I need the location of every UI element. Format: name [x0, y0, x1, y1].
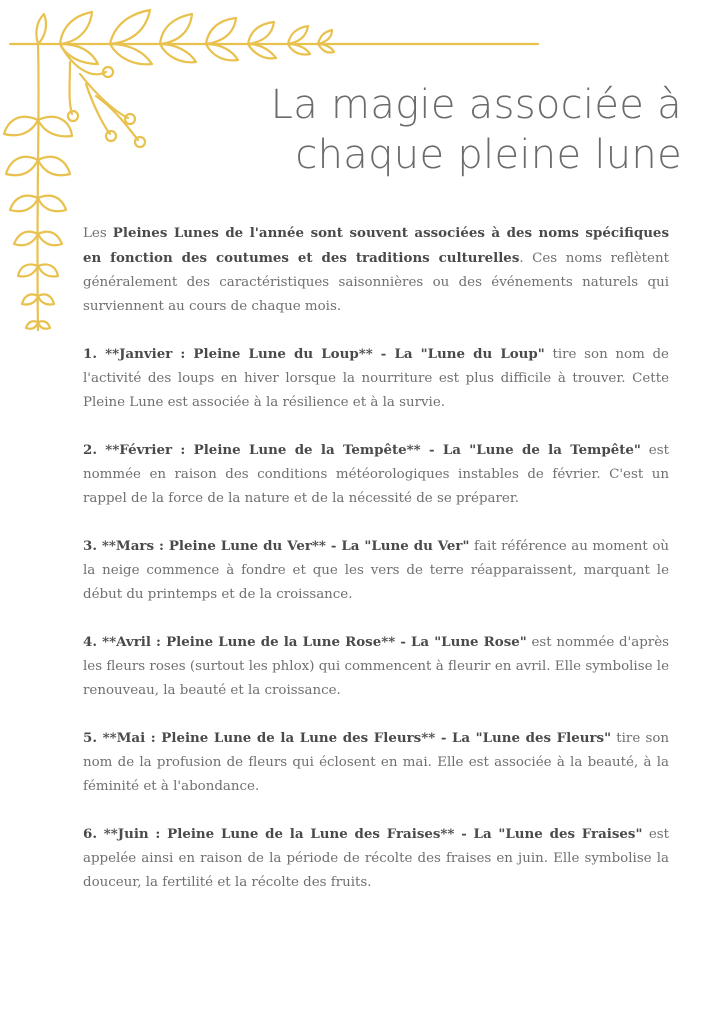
page-title-line-1: La magie associée à — [270, 82, 682, 128]
moon-item-text: tire son nom de l'activité des loups en hiver lorsque la nourriture est plus difficile à trouver. Cette Pleine Lune est associée à la résilience et à la survie. — [83, 347, 669, 410]
intro-pre: Les — [83, 226, 113, 241]
moon-item-heading: 5. **Mai : Pleine Lune de la Lune des Fleurs** - La "Lune des Fleurs" — [83, 730, 612, 746]
moon-item-text: est nommée d'après les fleurs roses (surtout les phlox) qui commencent à fleurir en avril. Elle symbolise le renouveau, la beauté et la croissance. — [83, 635, 669, 698]
page-title — [242, 80, 682, 180]
moon-item-april — [83, 630, 669, 703]
moon-item-heading: 2. **Février : Pleine Lune de la Tempête** - La "Lune de la Tempête" — [83, 442, 641, 458]
moon-item-text: est nommée en raison des conditions météorologiques instables de février. C'est un rappel de la force de la nature et de la nécessité de se préparer. — [83, 443, 669, 506]
moon-item-text: est appelée ainsi en raison de la période de récolte des fraises en juin. Elle symbolise la douceur, la fertilité et la récolte des fruits. — [83, 827, 670, 890]
moon-item-january — [83, 342, 669, 415]
moon-item-march — [83, 534, 669, 607]
moon-item-text: tire son nom de la profusion de fleurs qui éclosent en mai. Elle est associée à la beauté, à la féminité et à l'abondance. — [83, 731, 670, 794]
moon-item-heading: 1. **Janvier : Pleine Lune du Loup** - La "Lune du Loup" — [83, 346, 545, 362]
moon-item-heading: 4. **Avril : Pleine Lune de la Lune Rose** - La "Lune Rose" — [83, 634, 527, 650]
moon-item-february — [83, 438, 669, 511]
moon-item-heading: 6. **Juin : Pleine Lune de la Lune des Fraises** - La "Lune des Fraises" — [83, 826, 643, 842]
article-body — [83, 221, 669, 918]
page-title-line-2: chaque pleine lune — [295, 132, 682, 178]
moon-item-june — [83, 822, 669, 895]
moon-item-may — [83, 726, 669, 799]
intro-bold: Pleines Lunes de l'année sont souvent associées à des noms spécifiques en fonction des coutumes et des traditions culturelles — [83, 225, 669, 266]
moon-item-heading: 3. **Mars : Pleine Lune du Ver** - La "Lune du Ver" — [83, 538, 470, 554]
intro-paragraph — [83, 221, 669, 319]
intro-post: . Ces noms reflètent généralement des caractéristiques saisonnières ou des événements naturels qui surviennent au cours de chaque mois. — [83, 251, 669, 314]
moon-item-text: fait référence au moment où la neige commence à fondre et que les vers de terre réapparaissent, marquant le début du printemps et de la croissance. — [83, 539, 670, 602]
